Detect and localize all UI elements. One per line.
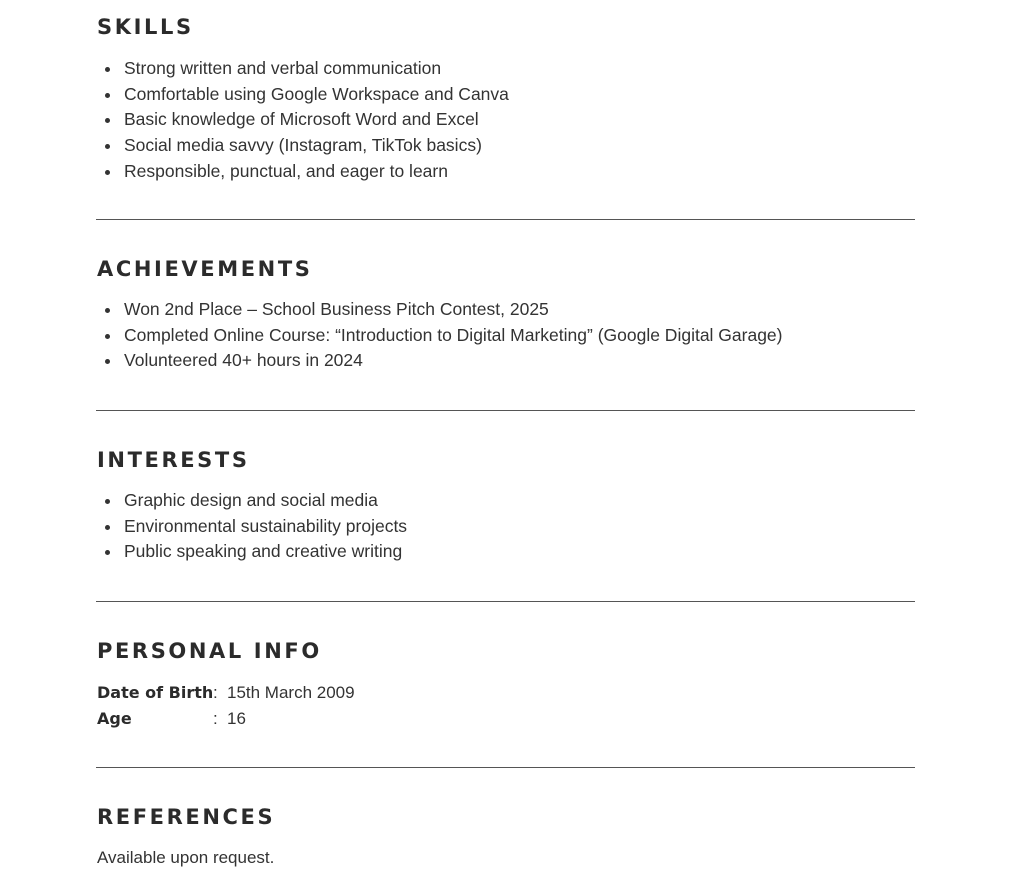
divider: [96, 410, 915, 411]
info-label: Age: [97, 709, 132, 728]
info-value: 16: [227, 709, 246, 728]
info-row-age: [97, 708, 246, 730]
list-item: Environmental sustainability projects: [97, 514, 407, 540]
info-separator: :: [213, 683, 218, 702]
personal-info-section: [97, 638, 915, 728]
divider: [96, 767, 915, 768]
section-heading: SKILLS: [97, 15, 194, 39]
list-item: Responsible, punctual, and eager to learn: [97, 159, 509, 185]
info-row-dob: [97, 682, 355, 704]
list-item: Social media savvy (Instagram, TikTok basics): [97, 133, 509, 159]
achievements-section: [97, 256, 915, 371]
section-heading: REFERENCES: [97, 805, 276, 829]
references-section: [97, 804, 915, 867]
section-heading: INTERESTS: [97, 448, 250, 472]
info-value: 15th March 2009: [227, 683, 355, 702]
section-heading: ACHIEVEMENTS: [97, 257, 313, 281]
list-item: Completed Online Course: “Introduction to Digital Marketing” (Google Digital Garage): [97, 323, 783, 349]
references-text: Available upon request.: [97, 848, 275, 867]
list-item: Graphic design and social media: [97, 488, 407, 514]
list-item: Basic knowledge of Microsoft Word and Excel: [97, 107, 509, 133]
divider: [96, 601, 915, 602]
section-heading: PERSONAL INFO: [97, 639, 322, 663]
skills-section: [97, 14, 915, 181]
interests-section: [97, 447, 915, 562]
skills-list: [97, 56, 509, 184]
list-item: Public speaking and creative writing: [97, 539, 407, 565]
divider: [96, 219, 915, 220]
list-item: Volunteered 40+ hours in 2024: [97, 348, 783, 374]
info-separator: :: [213, 709, 218, 728]
interests-list: [97, 488, 407, 565]
list-item: Won 2nd Place – School Business Pitch Contest, 2025: [97, 297, 783, 323]
info-label: Date of Birth: [97, 683, 214, 702]
achievements-list: [97, 297, 783, 374]
list-item: Comfortable using Google Workspace and Canva: [97, 82, 509, 108]
list-item: Strong written and verbal communication: [97, 56, 509, 82]
